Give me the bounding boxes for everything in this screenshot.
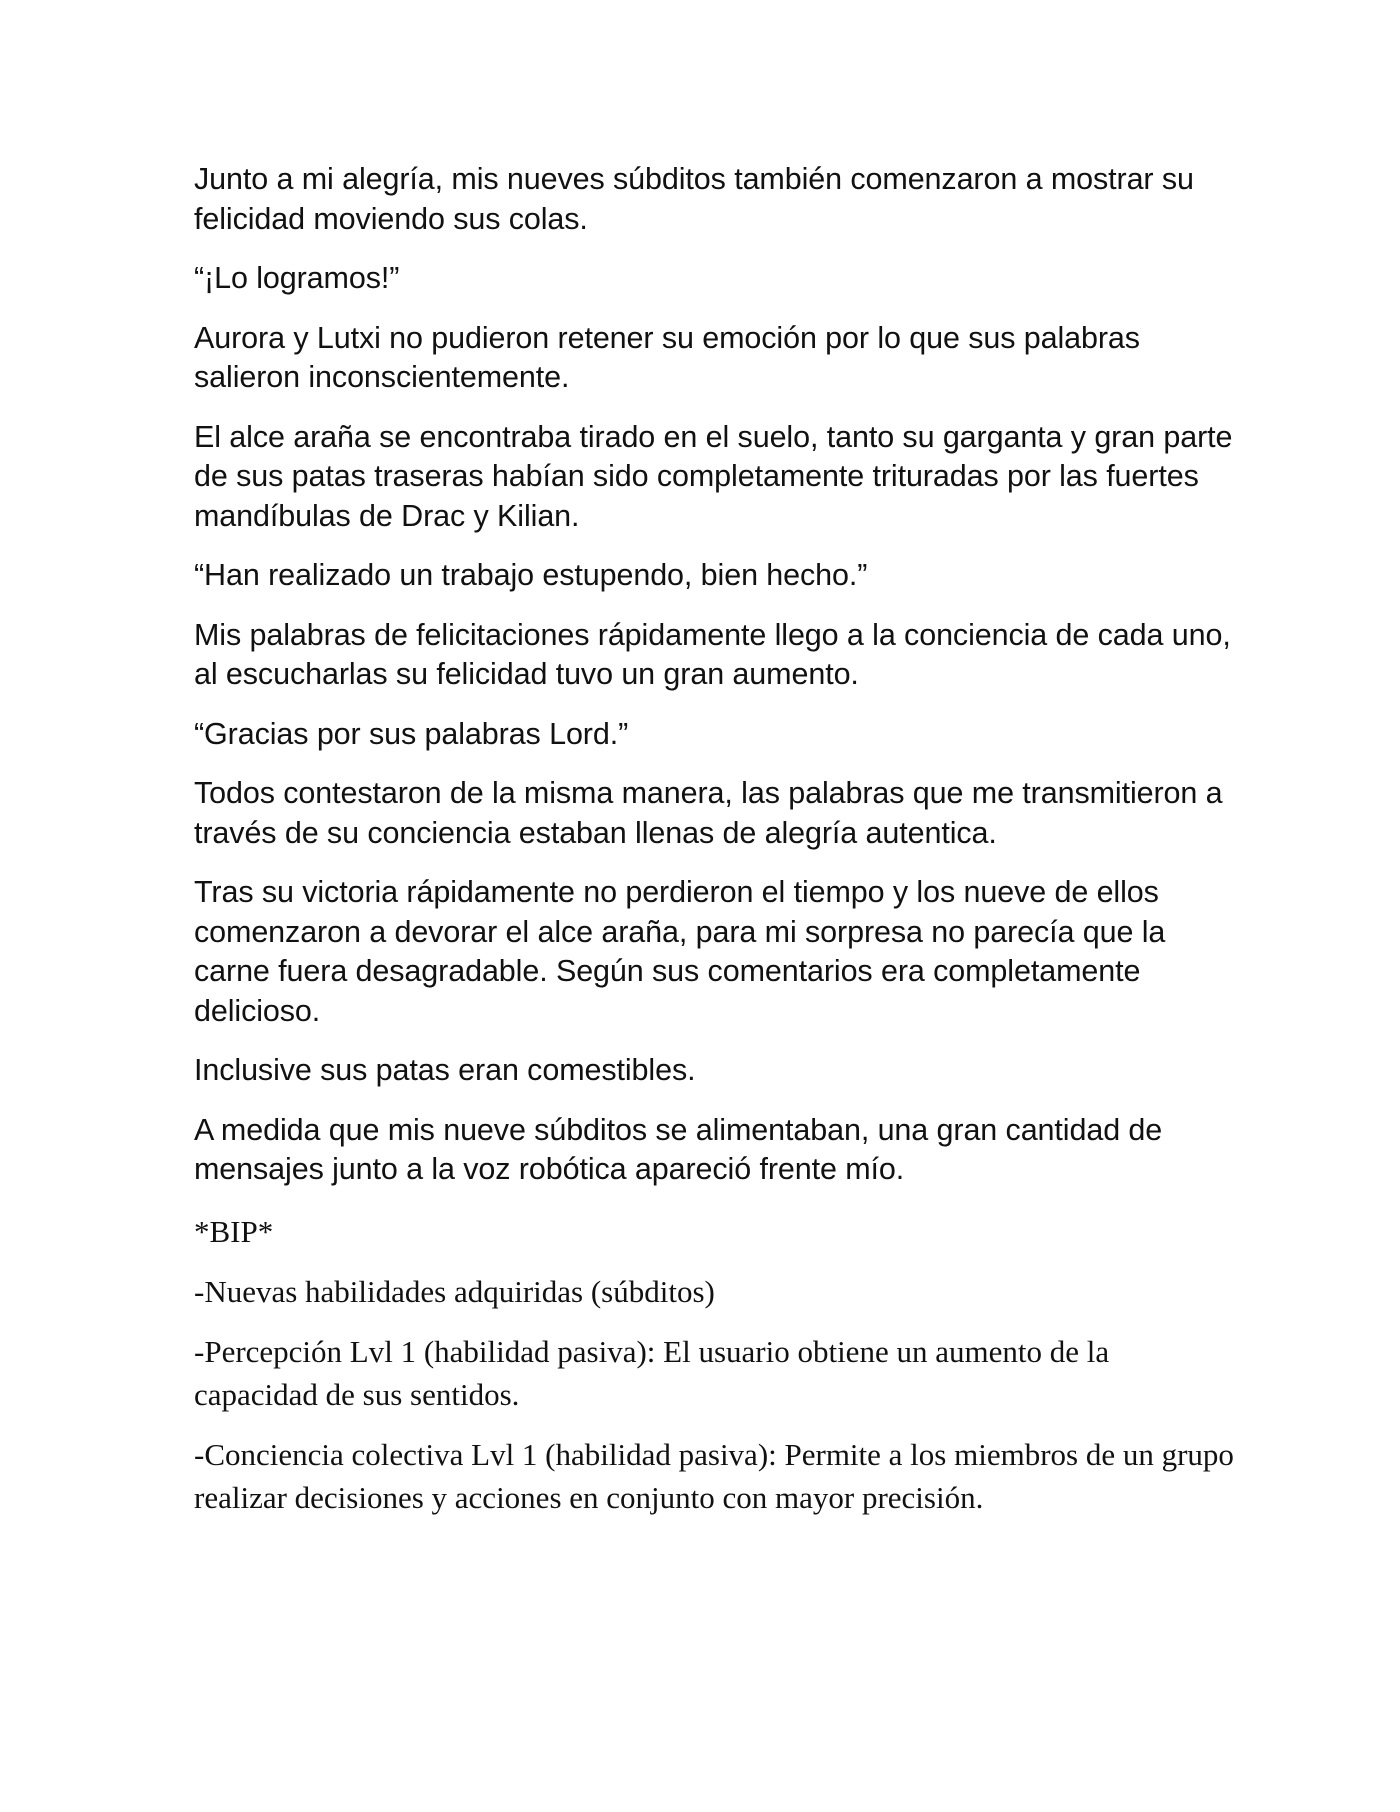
system-message-skill: -Percepción Lvl 1 (habilidad pasiva): El usuario obtiene un aumento de la capacidad de sus sentidos.	[194, 1333, 1110, 1412]
paragraph: Tras su victoria rápidamente no perdieron el tiempo y los nueve de ellos comenzaron a devorar el alce araña, para mi sorpresa no parecía que la carne fuera desagradable. Según sus comentarios era completamente delicioso.	[194, 875, 1166, 1028]
paragraph: Mis palabras de felicitaciones rápidamente llego a la conciencia de cada uno, al escucharlas su felicidad tuvo un gran aumento.	[194, 617, 1231, 691]
paragraph: Aurora y Lutxi no pudieron retener su emoción por lo que sus palabras salieron inconscientemente.	[194, 320, 1140, 394]
paragraph: Todos contestaron de la misma manera, las palabras que me transmitieron a través de su conciencia estaban llenas de alegría autentica.	[194, 776, 1223, 850]
system-message-bip: *BIP*	[194, 1213, 274, 1249]
paragraph: A medida que mis nueve súbditos se alimentaban, una gran cantidad de mensajes junto a la voz robótica apareció frente mío.	[194, 1112, 1163, 1186]
dialogue-line: “Gracias por sus palabras Lord.”	[194, 716, 629, 751]
dialogue-line: “Han realizado un trabajo estupendo, bien hecho.”	[194, 558, 868, 592]
paragraph: Inclusive sus patas eran comestibles.	[194, 1053, 696, 1087]
system-message-skill: -Conciencia colectiva Lvl 1 (habilidad pasiva): Permite a los miembros de un grupo realizar decisiones y acciones en conjunto con mayor precisión.	[194, 1436, 1234, 1515]
system-message-heading: -Nuevas habilidades adquiridas (súbditos)	[194, 1273, 715, 1309]
dialogue-line: “¡Lo logramos!”	[194, 261, 400, 295]
document-body	[194, 160, 1234, 1536]
paragraph: Junto a mi alegría, mis nueves súbditos también comenzaron a mostrar su felicidad moviendo sus colas.	[194, 162, 1194, 236]
paragraph: El alce araña se encontraba tirado en el suelo, tanto su garganta y gran parte de sus patas traseras habían sido completamente trituradas por las fuertes mandíbulas de Drac y Kilian.	[194, 419, 1233, 533]
